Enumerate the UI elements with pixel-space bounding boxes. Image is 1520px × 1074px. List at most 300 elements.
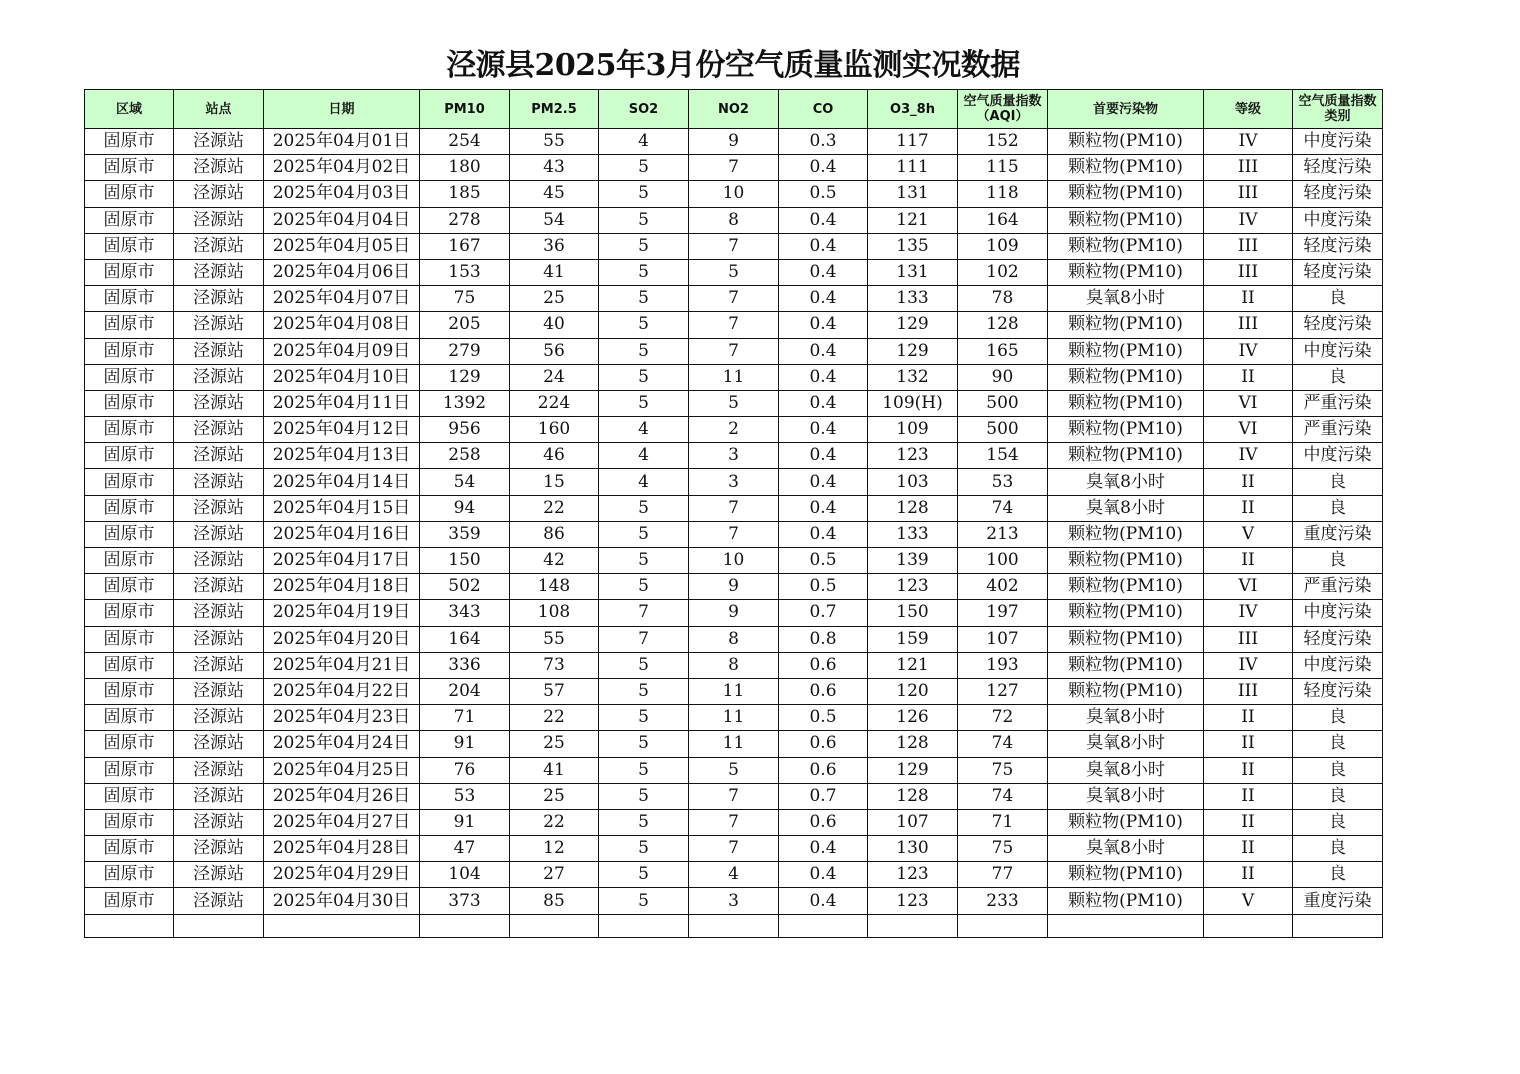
cell-region: 固原市 xyxy=(85,181,174,207)
cell-pm10: 180 xyxy=(420,155,510,181)
cell-grade: IV xyxy=(1204,207,1293,233)
cell-aqi-category: 轻度污染 xyxy=(1293,626,1383,652)
empty-cell xyxy=(1293,914,1383,937)
cell-primary-pollutant: 颗粒物(PM10) xyxy=(1048,338,1204,364)
cell-co: 0.6 xyxy=(779,731,868,757)
table-row xyxy=(85,443,1383,469)
cell-pm25: 22 xyxy=(510,705,599,731)
cell-station: 泾源站 xyxy=(174,469,264,495)
cell-o3-8h: 123 xyxy=(868,574,958,600)
cell-so2: 5 xyxy=(599,390,689,416)
cell-primary-pollutant: 颗粒物(PM10) xyxy=(1048,390,1204,416)
cell-primary-pollutant: 颗粒物(PM10) xyxy=(1048,207,1204,233)
cell-aqi-category: 严重污染 xyxy=(1293,574,1383,600)
table-header xyxy=(85,90,1383,129)
cell-so2: 4 xyxy=(599,469,689,495)
cell-primary-pollutant: 颗粒物(PM10) xyxy=(1048,521,1204,547)
page-title: 泾源县2025年3月份空气质量监测实况数据 xyxy=(446,48,1020,83)
cell-region: 固原市 xyxy=(85,286,174,312)
table-row xyxy=(85,207,1383,233)
cell-aqi-category: 轻度污染 xyxy=(1293,259,1383,285)
cell-pm25: 41 xyxy=(510,259,599,285)
empty-cell xyxy=(174,914,264,937)
cell-primary-pollutant: 臭氧8小时 xyxy=(1048,286,1204,312)
cell-date: 2025年04月24日 xyxy=(264,731,420,757)
table-row xyxy=(85,338,1383,364)
cell-so2: 5 xyxy=(599,548,689,574)
cell-station: 泾源站 xyxy=(174,338,264,364)
cell-primary-pollutant: 颗粒物(PM10) xyxy=(1048,652,1204,678)
cell-pm25: 73 xyxy=(510,652,599,678)
empty-cell xyxy=(264,914,420,937)
cell-co: 0.6 xyxy=(779,652,868,678)
cell-aqi: 107 xyxy=(958,626,1048,652)
cell-pm10: 91 xyxy=(420,809,510,835)
cell-pm10: 258 xyxy=(420,443,510,469)
cell-station: 泾源站 xyxy=(174,181,264,207)
cell-co: 0.4 xyxy=(779,495,868,521)
cell-no2: 10 xyxy=(689,181,779,207)
cell-date: 2025年04月09日 xyxy=(264,338,420,364)
table-row xyxy=(85,574,1383,600)
cell-pm25: 86 xyxy=(510,521,599,547)
cell-aqi: 78 xyxy=(958,286,1048,312)
cell-so2: 5 xyxy=(599,155,689,181)
cell-primary-pollutant: 颗粒物(PM10) xyxy=(1048,259,1204,285)
cell-no2: 10 xyxy=(689,548,779,574)
table-row xyxy=(85,495,1383,521)
table-row xyxy=(85,155,1383,181)
cell-pm10: 76 xyxy=(420,757,510,783)
cell-pm25: 41 xyxy=(510,757,599,783)
cell-aqi: 74 xyxy=(958,783,1048,809)
cell-co: 0.8 xyxy=(779,626,868,652)
cell-station: 泾源站 xyxy=(174,233,264,259)
cell-station: 泾源站 xyxy=(174,783,264,809)
table-row xyxy=(85,390,1383,416)
header-primary-pollutant: 首要污染物 xyxy=(1048,90,1204,129)
cell-pm10: 53 xyxy=(420,783,510,809)
cell-co: 0.4 xyxy=(779,862,868,888)
cell-o3-8h: 131 xyxy=(868,181,958,207)
cell-region: 固原市 xyxy=(85,705,174,731)
air-quality-table xyxy=(84,89,1383,938)
cell-pm10: 359 xyxy=(420,521,510,547)
cell-date: 2025年04月13日 xyxy=(264,443,420,469)
table-row xyxy=(85,469,1383,495)
cell-so2: 5 xyxy=(599,652,689,678)
cell-primary-pollutant: 臭氧8小时 xyxy=(1048,757,1204,783)
header-co: CO xyxy=(779,90,868,129)
cell-pm25: 15 xyxy=(510,469,599,495)
cell-primary-pollutant: 颗粒物(PM10) xyxy=(1048,364,1204,390)
cell-pm10: 343 xyxy=(420,600,510,626)
cell-o3-8h: 150 xyxy=(868,600,958,626)
cell-pm25: 55 xyxy=(510,129,599,155)
cell-no2: 8 xyxy=(689,652,779,678)
cell-co: 0.4 xyxy=(779,390,868,416)
cell-no2: 2 xyxy=(689,417,779,443)
cell-o3-8h: 131 xyxy=(868,259,958,285)
cell-station: 泾源站 xyxy=(174,757,264,783)
cell-no2: 7 xyxy=(689,521,779,547)
header-pm10: PM10 xyxy=(420,90,510,129)
header-pm25: PM2.5 xyxy=(510,90,599,129)
cell-grade: III xyxy=(1204,312,1293,338)
cell-no2: 4 xyxy=(689,862,779,888)
cell-aqi: 213 xyxy=(958,521,1048,547)
cell-region: 固原市 xyxy=(85,259,174,285)
cell-so2: 5 xyxy=(599,364,689,390)
cell-date: 2025年04月22日 xyxy=(264,678,420,704)
cell-so2: 7 xyxy=(599,600,689,626)
cell-so2: 5 xyxy=(599,757,689,783)
cell-aqi-category: 良 xyxy=(1293,469,1383,495)
cell-region: 固原市 xyxy=(85,390,174,416)
cell-pm25: 22 xyxy=(510,809,599,835)
empty-cell xyxy=(1048,914,1204,937)
cell-grade: VI xyxy=(1204,574,1293,600)
cell-aqi-category: 中度污染 xyxy=(1293,207,1383,233)
cell-date: 2025年04月15日 xyxy=(264,495,420,521)
cell-no2: 7 xyxy=(689,338,779,364)
cell-so2: 5 xyxy=(599,286,689,312)
cell-pm25: 85 xyxy=(510,888,599,914)
cell-grade: IV xyxy=(1204,129,1293,155)
cell-aqi: 165 xyxy=(958,338,1048,364)
cell-grade: V xyxy=(1204,521,1293,547)
cell-co: 0.4 xyxy=(779,364,868,390)
cell-region: 固原市 xyxy=(85,574,174,600)
cell-pm25: 160 xyxy=(510,417,599,443)
cell-station: 泾源站 xyxy=(174,600,264,626)
cell-date: 2025年04月05日 xyxy=(264,233,420,259)
cell-aqi: 53 xyxy=(958,469,1048,495)
cell-region: 固原市 xyxy=(85,417,174,443)
cell-co: 0.4 xyxy=(779,259,868,285)
cell-aqi: 90 xyxy=(958,364,1048,390)
cell-no2: 11 xyxy=(689,731,779,757)
cell-station: 泾源站 xyxy=(174,652,264,678)
cell-primary-pollutant: 颗粒物(PM10) xyxy=(1048,129,1204,155)
cell-co: 0.7 xyxy=(779,600,868,626)
cell-so2: 5 xyxy=(599,259,689,285)
table-row xyxy=(85,600,1383,626)
cell-aqi: 118 xyxy=(958,181,1048,207)
cell-date: 2025年04月12日 xyxy=(264,417,420,443)
cell-date: 2025年04月10日 xyxy=(264,364,420,390)
cell-aqi: 75 xyxy=(958,836,1048,862)
cell-primary-pollutant: 臭氧8小时 xyxy=(1048,783,1204,809)
cell-aqi: 77 xyxy=(958,862,1048,888)
cell-co: 0.5 xyxy=(779,181,868,207)
cell-station: 泾源站 xyxy=(174,731,264,757)
table-row xyxy=(85,129,1383,155)
cell-grade: III xyxy=(1204,181,1293,207)
table-row xyxy=(85,678,1383,704)
cell-pm25: 12 xyxy=(510,836,599,862)
cell-region: 固原市 xyxy=(85,809,174,835)
cell-pm25: 148 xyxy=(510,574,599,600)
cell-region: 固原市 xyxy=(85,495,174,521)
cell-grade: III xyxy=(1204,626,1293,652)
cell-so2: 5 xyxy=(599,574,689,600)
cell-region: 固原市 xyxy=(85,469,174,495)
cell-o3-8h: 107 xyxy=(868,809,958,835)
cell-pm10: 75 xyxy=(420,286,510,312)
table-row xyxy=(85,652,1383,678)
cell-station: 泾源站 xyxy=(174,809,264,835)
cell-primary-pollutant: 臭氧8小时 xyxy=(1048,731,1204,757)
cell-aqi: 164 xyxy=(958,207,1048,233)
table-row xyxy=(85,364,1383,390)
header-so2: SO2 xyxy=(599,90,689,129)
table-row xyxy=(85,259,1383,285)
cell-pm10: 278 xyxy=(420,207,510,233)
cell-region: 固原市 xyxy=(85,443,174,469)
cell-co: 0.6 xyxy=(779,809,868,835)
cell-so2: 5 xyxy=(599,678,689,704)
cell-date: 2025年04月01日 xyxy=(264,129,420,155)
cell-aqi-category: 重度污染 xyxy=(1293,521,1383,547)
table-row xyxy=(85,809,1383,835)
cell-region: 固原市 xyxy=(85,757,174,783)
cell-aqi-category: 轻度污染 xyxy=(1293,233,1383,259)
cell-station: 泾源站 xyxy=(174,155,264,181)
cell-pm25: 57 xyxy=(510,678,599,704)
cell-date: 2025年04月06日 xyxy=(264,259,420,285)
cell-aqi-category: 良 xyxy=(1293,731,1383,757)
cell-o3-8h: 103 xyxy=(868,469,958,495)
cell-aqi-category: 轻度污染 xyxy=(1293,312,1383,338)
cell-station: 泾源站 xyxy=(174,521,264,547)
cell-aqi: 154 xyxy=(958,443,1048,469)
cell-pm25: 36 xyxy=(510,233,599,259)
cell-co: 0.5 xyxy=(779,548,868,574)
cell-aqi: 100 xyxy=(958,548,1048,574)
table-row xyxy=(85,417,1383,443)
cell-aqi-category: 轻度污染 xyxy=(1293,181,1383,207)
cell-date: 2025年04月29日 xyxy=(264,862,420,888)
cell-aqi-category: 良 xyxy=(1293,286,1383,312)
cell-aqi-category: 严重污染 xyxy=(1293,417,1383,443)
cell-station: 泾源站 xyxy=(174,129,264,155)
header-o3-8h: O3_8h xyxy=(868,90,958,129)
cell-region: 固原市 xyxy=(85,521,174,547)
cell-station: 泾源站 xyxy=(174,862,264,888)
cell-pm25: 24 xyxy=(510,364,599,390)
header-aqi: 空气质量指数（AQI） xyxy=(958,90,1048,129)
cell-region: 固原市 xyxy=(85,783,174,809)
cell-o3-8h: 159 xyxy=(868,626,958,652)
cell-pm25: 22 xyxy=(510,495,599,521)
header-no2: NO2 xyxy=(689,90,779,129)
cell-no2: 7 xyxy=(689,155,779,181)
cell-date: 2025年04月26日 xyxy=(264,783,420,809)
cell-aqi-category: 严重污染 xyxy=(1293,390,1383,416)
cell-region: 固原市 xyxy=(85,600,174,626)
cell-region: 固原市 xyxy=(85,652,174,678)
cell-grade: IV xyxy=(1204,652,1293,678)
cell-co: 0.6 xyxy=(779,757,868,783)
cell-grade: VI xyxy=(1204,417,1293,443)
cell-aqi-category: 良 xyxy=(1293,705,1383,731)
cell-pm25: 43 xyxy=(510,155,599,181)
cell-pm10: 150 xyxy=(420,548,510,574)
cell-primary-pollutant: 臭氧8小时 xyxy=(1048,705,1204,731)
cell-co: 0.4 xyxy=(779,836,868,862)
cell-o3-8h: 123 xyxy=(868,862,958,888)
empty-cell xyxy=(510,914,599,937)
cell-aqi-category: 良 xyxy=(1293,783,1383,809)
cell-pm25: 108 xyxy=(510,600,599,626)
cell-region: 固原市 xyxy=(85,207,174,233)
cell-pm25: 54 xyxy=(510,207,599,233)
cell-aqi-category: 中度污染 xyxy=(1293,443,1383,469)
cell-no2: 9 xyxy=(689,574,779,600)
header-aqi-category: 空气质量指数类别 xyxy=(1293,90,1383,129)
cell-grade: II xyxy=(1204,836,1293,862)
cell-region: 固原市 xyxy=(85,888,174,914)
cell-so2: 5 xyxy=(599,338,689,364)
cell-aqi: 152 xyxy=(958,129,1048,155)
cell-aqi: 500 xyxy=(958,417,1048,443)
cell-grade: II xyxy=(1204,731,1293,757)
cell-so2: 5 xyxy=(599,495,689,521)
cell-aqi-category: 良 xyxy=(1293,862,1383,888)
cell-so2: 7 xyxy=(599,626,689,652)
cell-so2: 4 xyxy=(599,443,689,469)
cell-grade: V xyxy=(1204,888,1293,914)
cell-primary-pollutant: 颗粒物(PM10) xyxy=(1048,809,1204,835)
cell-date: 2025年04月23日 xyxy=(264,705,420,731)
cell-co: 0.5 xyxy=(779,705,868,731)
cell-primary-pollutant: 颗粒物(PM10) xyxy=(1048,443,1204,469)
cell-date: 2025年04月27日 xyxy=(264,809,420,835)
cell-pm25: 55 xyxy=(510,626,599,652)
cell-region: 固原市 xyxy=(85,731,174,757)
cell-region: 固原市 xyxy=(85,364,174,390)
cell-aqi-category: 轻度污染 xyxy=(1293,155,1383,181)
header-row xyxy=(85,90,1383,129)
cell-aqi: 102 xyxy=(958,259,1048,285)
cell-pm25: 56 xyxy=(510,338,599,364)
cell-aqi-category: 良 xyxy=(1293,836,1383,862)
cell-date: 2025年04月03日 xyxy=(264,181,420,207)
cell-so2: 5 xyxy=(599,731,689,757)
cell-grade: II xyxy=(1204,469,1293,495)
cell-date: 2025年04月30日 xyxy=(264,888,420,914)
cell-date: 2025年04月08日 xyxy=(264,312,420,338)
cell-primary-pollutant: 颗粒物(PM10) xyxy=(1048,862,1204,888)
table-row xyxy=(85,731,1383,757)
cell-pm10: 204 xyxy=(420,678,510,704)
cell-grade: III xyxy=(1204,678,1293,704)
table-row xyxy=(85,233,1383,259)
cell-primary-pollutant: 颗粒物(PM10) xyxy=(1048,574,1204,600)
cell-grade: II xyxy=(1204,286,1293,312)
cell-o3-8h: 129 xyxy=(868,338,958,364)
cell-pm10: 91 xyxy=(420,731,510,757)
cell-co: 0.7 xyxy=(779,783,868,809)
cell-region: 固原市 xyxy=(85,862,174,888)
cell-o3-8h: 132 xyxy=(868,364,958,390)
cell-primary-pollutant: 颗粒物(PM10) xyxy=(1048,417,1204,443)
table-row xyxy=(85,312,1383,338)
cell-o3-8h: 111 xyxy=(868,155,958,181)
cell-no2: 7 xyxy=(689,783,779,809)
cell-co: 0.4 xyxy=(779,286,868,312)
cell-primary-pollutant: 颗粒物(PM10) xyxy=(1048,888,1204,914)
cell-primary-pollutant: 颗粒物(PM10) xyxy=(1048,626,1204,652)
empty-cell xyxy=(958,914,1048,937)
cell-date: 2025年04月21日 xyxy=(264,652,420,678)
cell-pm10: 54 xyxy=(420,469,510,495)
cell-o3-8h: 126 xyxy=(868,705,958,731)
cell-no2: 7 xyxy=(689,286,779,312)
cell-pm10: 205 xyxy=(420,312,510,338)
empty-cell xyxy=(868,914,958,937)
cell-aqi-category: 中度污染 xyxy=(1293,129,1383,155)
cell-station: 泾源站 xyxy=(174,417,264,443)
cell-aqi-category: 重度污染 xyxy=(1293,888,1383,914)
cell-station: 泾源站 xyxy=(174,286,264,312)
cell-date: 2025年04月14日 xyxy=(264,469,420,495)
table-row xyxy=(85,705,1383,731)
cell-grade: III xyxy=(1204,233,1293,259)
cell-co: 0.4 xyxy=(779,443,868,469)
cell-co: 0.4 xyxy=(779,207,868,233)
cell-so2: 5 xyxy=(599,207,689,233)
cell-pm10: 336 xyxy=(420,652,510,678)
cell-co: 0.6 xyxy=(779,678,868,704)
cell-station: 泾源站 xyxy=(174,390,264,416)
empty-cell xyxy=(1204,914,1293,937)
cell-o3-8h: 123 xyxy=(868,443,958,469)
cell-co: 0.5 xyxy=(779,574,868,600)
cell-primary-pollutant: 臭氧8小时 xyxy=(1048,495,1204,521)
cell-pm10: 1392 xyxy=(420,390,510,416)
cell-pm10: 167 xyxy=(420,233,510,259)
table-row xyxy=(85,521,1383,547)
cell-date: 2025年04月04日 xyxy=(264,207,420,233)
cell-pm10: 254 xyxy=(420,129,510,155)
cell-aqi: 127 xyxy=(958,678,1048,704)
table-row xyxy=(85,783,1383,809)
cell-aqi-category: 良 xyxy=(1293,364,1383,390)
cell-pm10: 956 xyxy=(420,417,510,443)
cell-station: 泾源站 xyxy=(174,678,264,704)
cell-aqi-category: 中度污染 xyxy=(1293,600,1383,626)
cell-region: 固原市 xyxy=(85,155,174,181)
cell-o3-8h: 121 xyxy=(868,652,958,678)
header-date: 日期 xyxy=(264,90,420,129)
header-grade: 等级 xyxy=(1204,90,1293,129)
cell-aqi: 115 xyxy=(958,155,1048,181)
cell-aqi: 72 xyxy=(958,705,1048,731)
cell-o3-8h: 135 xyxy=(868,233,958,259)
cell-co: 0.4 xyxy=(779,888,868,914)
cell-primary-pollutant: 颗粒物(PM10) xyxy=(1048,600,1204,626)
cell-date: 2025年04月07日 xyxy=(264,286,420,312)
cell-pm25: 27 xyxy=(510,862,599,888)
cell-aqi: 402 xyxy=(958,574,1048,600)
cell-aqi: 197 xyxy=(958,600,1048,626)
cell-no2: 7 xyxy=(689,836,779,862)
cell-grade: II xyxy=(1204,783,1293,809)
cell-primary-pollutant: 臭氧8小时 xyxy=(1048,469,1204,495)
table-row xyxy=(85,862,1383,888)
